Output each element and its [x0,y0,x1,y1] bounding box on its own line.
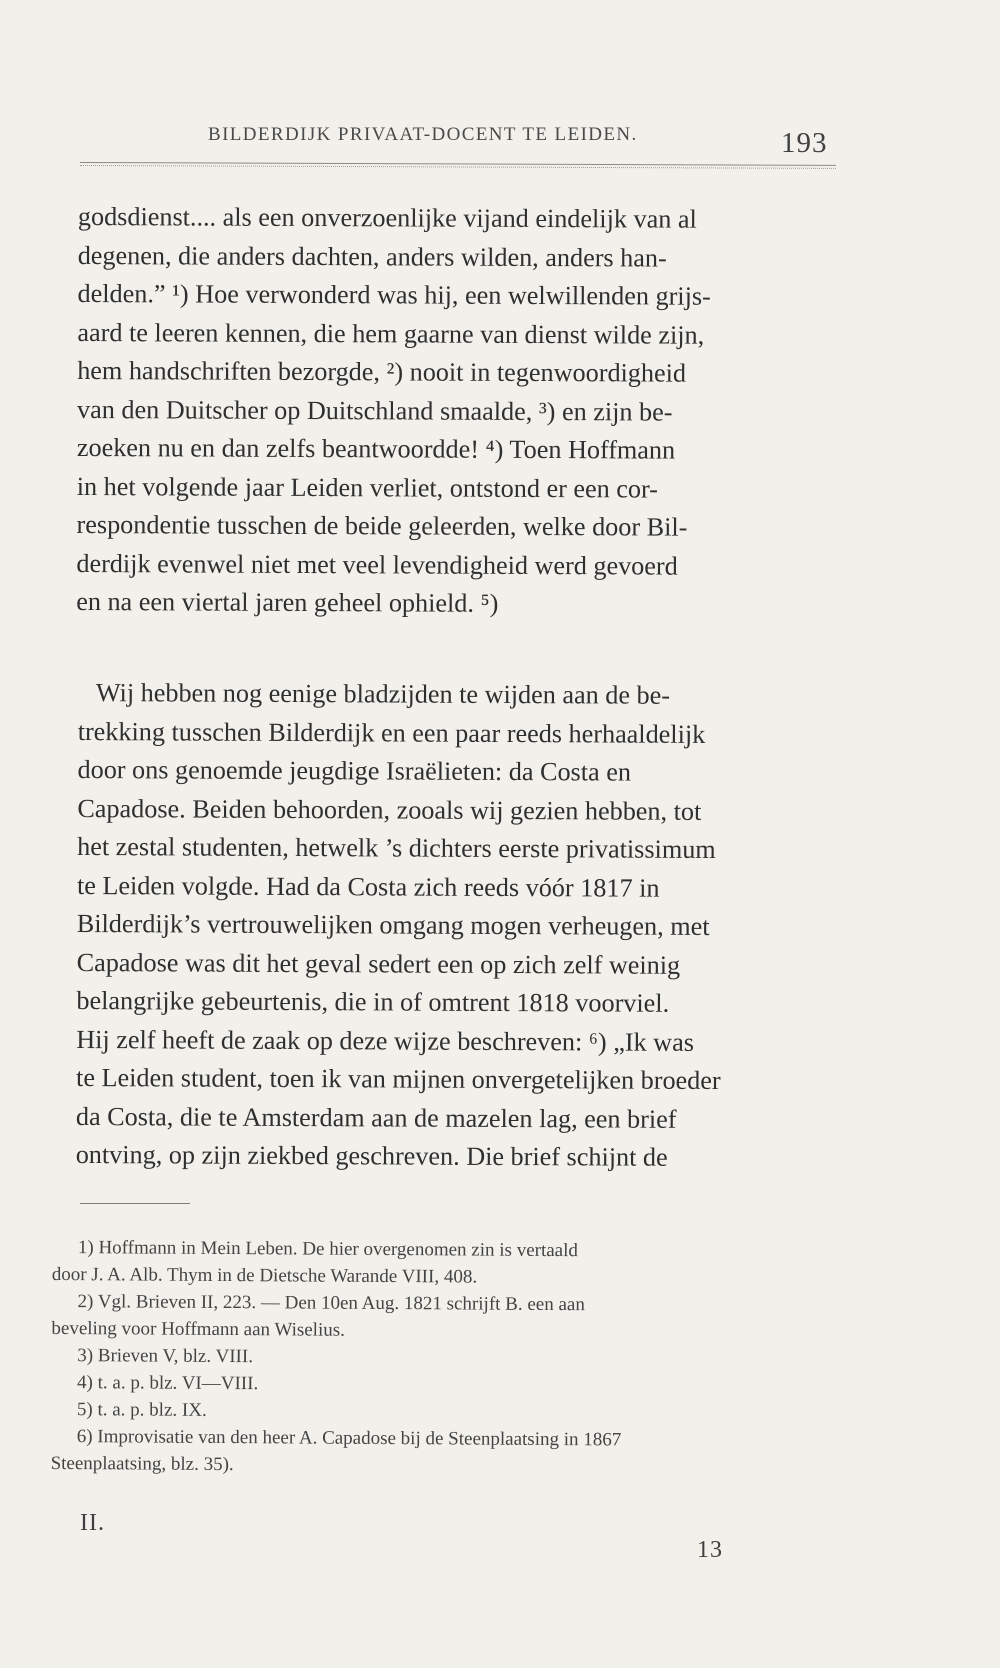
footnote-text: Improvisatie van den heer A. Capadose bij de Steenplaatsing in 1867 [97,1426,622,1451]
text-line: zoeken nu en dan zelfs beantwoordde! ⁴) Toen Hoffmann [76,432,676,465]
text-line: Capadose was dit het geval sedert een op zich zelf weinig [76,947,681,980]
text-line: ontving, op zijn ziekbed geschreven. Die brief schijnt de [75,1139,668,1172]
running-title: BILDERDIJK PRIVAAT-DOCENT TE LEIDEN. [208,124,638,145]
footnote-text: t. a. p. blz. VI—VIII. [97,1372,259,1395]
gathering-signature: 13 [697,1537,723,1563]
text-line: Bilderdijk’s vertrouwelijken omgang mogen verheugen, met [76,908,710,941]
text-line: te Leiden student, toen ik van mijnen onvergetelijken broeder [76,1062,721,1096]
footnote-6-continuation: Steenplaatsing, blz. 35). [50,1452,234,1476]
text-line: degenen, die anders dachten, anders wilden, anders han- [77,240,667,273]
footnote-marker: 6) [76,1426,93,1448]
page-number: 193 [781,127,828,159]
text-line: godsdienst.... als een onverzoenlijke vijand eindelijk van al [77,201,697,234]
header-rule [80,162,836,170]
footnote-2-continuation: beveling voor Hoffmann aan Wiselius. [51,1317,345,1341]
text-line: respondentie tusschen de beide geleerden, welke door Bil- [76,509,688,542]
footnote-marker: 1) [77,1237,94,1259]
text-line: en na een viertal jaren geheel ophield. ⁵) [76,586,499,618]
footnotes [50,1234,830,1482]
text-line: derdijk evenwel niet met veel levendigheid werd gevoerd [76,548,678,581]
text-line: delden.” ¹) Hoe verwonderd was hij, een welwillenden grijs- [77,278,711,311]
text-line: Hij zelf heeft de zaak op deze wijze beschreven: ⁶) „Ik was [76,1024,695,1057]
footnote-text: t. a. p. blz. IX. [97,1399,207,1421]
text-line: da Costa, die te Amsterdam aan de mazelen lag, een brief [75,1101,677,1134]
text-line: het zestal studenten, hetwelk ’s dichters eerste privatissimum [77,831,716,865]
footnote-marker: 3) [77,1345,94,1367]
text-line: door ons genoemde jeugdige Israëlieten: da Costa en [77,754,632,787]
text-line: Wij hebben nog eenige bladzijden te wijden aan de be- [95,678,671,710]
text-line: hem handschriften bezorgde, ²) nooit in tegenwoordigheid [77,355,687,388]
paragraph-one [76,198,838,625]
text-line: van den Duitscher op Duitschland smaalde, ³) en zijn be- [77,394,673,427]
footnote-marker: 5) [76,1399,93,1421]
text-line: belangrijke gebeurtenis, die in of omtrent 1818 voorviel. [76,985,670,1018]
footnote-rule [80,1203,190,1204]
text-line: aard te leeren kennen, die hem gaarne van dienst wilde zijn, [77,317,705,350]
footnote-marker: 4) [77,1372,93,1394]
footnote-text: Hoffmann in Mein Leben. De hier overgenomen zin is vertaald [98,1237,578,1262]
footnote-1-continuation: door J. A. Alb. Thym in de Dietsche Warande VIII, 408. [51,1263,478,1288]
text-line: in het volgende jaar Leiden verliet, ontstond er een cor- [76,471,659,504]
text-line: Capadose. Beiden behoorden, zooals wij gezien hebben, tot [77,793,702,826]
footnote-text: Vgl. Brieven II, 223. — Den 10en Aug. 1821 schrijft B. een aan [97,1291,585,1316]
paragraph-two [76,674,838,1178]
text-line: te Leiden volgde. Had da Costa zich reeds vóór 1817 in [76,870,660,903]
text-line: trekking tusschen Bilderdijk en een paar reeds herhaaldelijk [77,716,706,749]
footnote-marker: 2) [77,1291,94,1313]
footnote-text: Brieven V, blz. VIII. [97,1345,254,1368]
volume-signature: II. [80,1510,105,1536]
